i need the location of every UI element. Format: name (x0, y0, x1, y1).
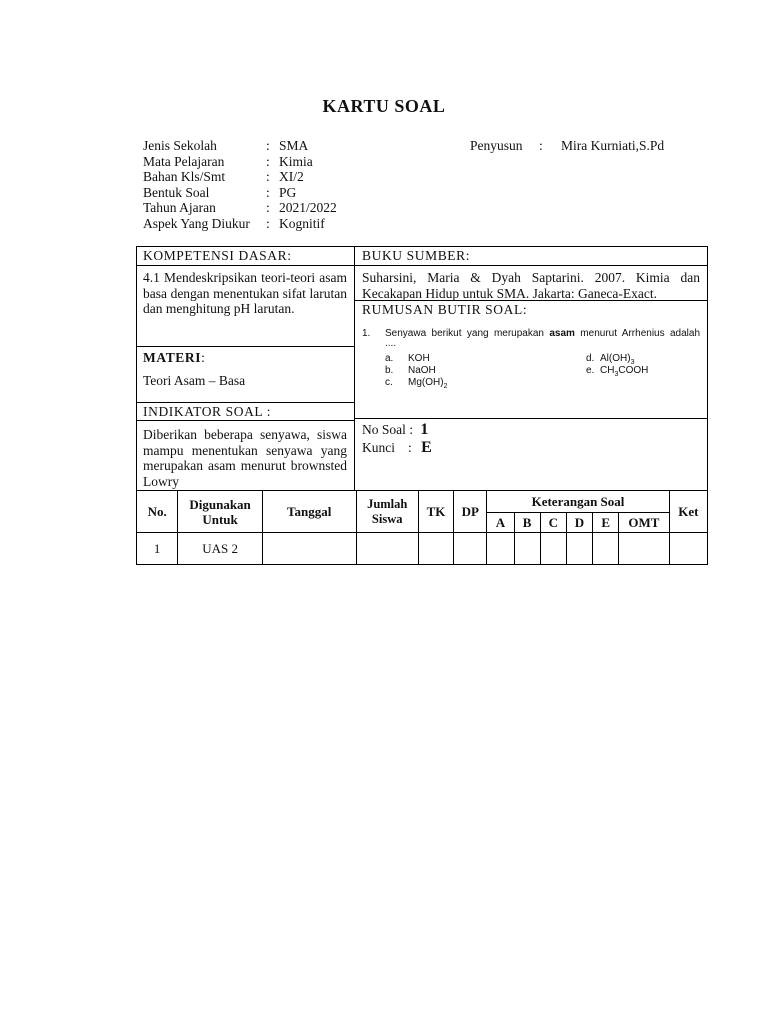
materi-text: Teori Asam – Basa (143, 373, 246, 388)
kunci-colon: : (408, 440, 412, 455)
materi-colon: : (201, 350, 206, 365)
cell-a (487, 533, 514, 565)
meta-row-aspek (143, 216, 337, 232)
col-jumlah-header: Jumlah Siswa (356, 491, 418, 533)
option-text: NaOH (408, 365, 436, 376)
meta-row-bahan-kls (143, 169, 337, 185)
cell-ket (669, 533, 707, 565)
meta-label: Bentuk Soal (143, 184, 210, 200)
cell-b (514, 533, 540, 565)
meta-row-mata-pelajaran (143, 154, 337, 170)
question-text-before: Senyawa berikut yang merupakan (385, 328, 550, 339)
option-subscript: 3 (630, 359, 635, 366)
kompetensi-text: 4.1 Mendeskripsikan teori-teori asam basa dengan menentukan sifat larutan dan menghitung pH larutan. (143, 270, 347, 316)
meta-value: XI/2 (279, 169, 304, 185)
indikator-text: Diberikan beberapa senyawa, siswa mampu menentukan senyawa yang merupakan asam menurut brownsted Lowry (143, 427, 347, 489)
cell-c (540, 533, 566, 565)
cell-dp (454, 533, 487, 565)
meta-row-bentuk-soal (143, 185, 337, 201)
no-soal (362, 422, 428, 438)
meta-colon: : (266, 200, 270, 216)
rumusan-header (362, 302, 527, 318)
col-tanggal-header: Tanggal (262, 491, 356, 533)
buku-text: Suharsini, Maria & Dyah Saptarini. 2007. Kimia dan Kecakapan Hidup untuk SMA. Jakarta: Ganeca-Exact. (362, 270, 700, 301)
option-subscript: 2 (443, 383, 448, 390)
penyusun-value: Mira Kurniati,S.Pd (561, 138, 665, 153)
usage-table (136, 490, 708, 565)
meta-colon: : (266, 153, 270, 169)
option-subscript: 3 (614, 371, 619, 378)
rumusan-header-text: RUMUSAN BUTIR SOAL (362, 302, 523, 317)
meta-colon: : (266, 184, 270, 200)
sub-header-b: B (514, 513, 540, 533)
penyusun-label: Penyusun (470, 138, 523, 153)
meta-row-jenis-sekolah (143, 138, 337, 154)
option-letter: b. (385, 365, 394, 376)
col-no-header: No. (137, 491, 178, 533)
materi-header (143, 350, 205, 366)
meta-value: PG (279, 184, 297, 200)
page-title: KARTU SOAL (322, 96, 446, 116)
indikator-header (143, 404, 271, 420)
option-text: Mg(OH) (408, 377, 444, 388)
option-text: CH (600, 365, 615, 376)
option-letter: e. (586, 365, 595, 376)
cell-digunakan: UAS 2 (178, 533, 263, 565)
meta-value: Kimia (279, 153, 313, 169)
sub-header-e: E (593, 513, 619, 533)
col-keterangan-header: Keterangan Soal (487, 491, 669, 513)
kompetensi-colon: : (287, 248, 292, 263)
meta-colon: : (266, 215, 270, 231)
indikator-header-text: INDIKATOR SOAL (143, 404, 263, 419)
option-letter: a. (385, 353, 394, 364)
identity-block (143, 138, 337, 232)
meta-label: Mata Pelajaran (143, 153, 225, 169)
indikator-colon: : (266, 404, 272, 419)
col-tk-header: TK (418, 491, 453, 533)
col-dp-header: DP (454, 491, 487, 533)
no-soal-colon: : (409, 422, 414, 437)
question-text (385, 326, 700, 342)
buku-header-text: BUKU SUMBER (362, 248, 466, 263)
question-ellipsis: .... (385, 338, 397, 349)
option-text: Al(OH) (600, 353, 631, 364)
sub-header-omt: OMT (619, 513, 669, 533)
meta-label: Jenis Sekolah (143, 138, 217, 153)
kunci-value: E (421, 439, 432, 456)
divider-indikator-header (136, 420, 354, 421)
meta-value: Kognitif (279, 215, 325, 231)
no-soal-label: No Soal (362, 422, 406, 437)
meta-colon: : (266, 169, 270, 185)
kompetensi-header-text: KOMPETENSI DASAR (143, 248, 288, 263)
cell-omt (619, 533, 669, 565)
sub-header-a: A (487, 513, 514, 533)
materi-header-text: MATERI (143, 350, 202, 365)
buku-colon: : (465, 248, 471, 263)
meta-value: SMA (279, 138, 309, 153)
option-c (385, 375, 447, 395)
card-divider-vertical (354, 246, 355, 491)
rumusan-colon: : (522, 302, 528, 317)
meta-label: Tahun Ajaran (143, 200, 216, 216)
no-soal-value: 1 (420, 421, 429, 438)
cell-no: 1 (137, 533, 178, 565)
option-text: KOH (408, 353, 430, 364)
option-letter: d. (586, 353, 595, 364)
meta-row-tahun-ajaran (143, 200, 337, 216)
question-keyword: asam (549, 328, 575, 339)
sub-header-c: C (540, 513, 566, 533)
kunci-label: Kunci (362, 440, 395, 455)
table-row (137, 533, 708, 565)
option-text-suffix: COOH (618, 365, 649, 376)
kompetensi-header (143, 248, 292, 264)
meta-value: 2021/2022 (279, 200, 337, 216)
cell-e (593, 533, 619, 565)
sub-header-d: D (566, 513, 592, 533)
divider-buku-header (354, 265, 708, 266)
cell-tanggal (262, 533, 356, 565)
divider-kompetensi-header (136, 265, 354, 266)
col-ket-header: Ket (669, 491, 707, 533)
question-text-after: menurut Arrhenius adalah (574, 328, 701, 339)
meta-colon: : (266, 138, 270, 153)
meta-label: Bahan Kls/Smt (143, 169, 226, 185)
divider-nosoal (354, 418, 708, 419)
cell-d (566, 533, 592, 565)
cell-jumlah (356, 533, 418, 565)
option-letter: c. (385, 377, 393, 388)
option-e (586, 363, 648, 383)
cell-tk (418, 533, 453, 565)
buku-header (362, 248, 470, 264)
col-digunakan-header: Digunakan Untuk (178, 491, 263, 533)
kunci (362, 440, 432, 456)
penyusun-row (470, 138, 664, 154)
penyusun-colon: : (539, 138, 543, 153)
question-number: 1. (362, 328, 371, 339)
divider-indikator (136, 402, 354, 403)
meta-label: Aspek Yang Diukur (143, 215, 250, 231)
divider-materi (136, 346, 354, 347)
